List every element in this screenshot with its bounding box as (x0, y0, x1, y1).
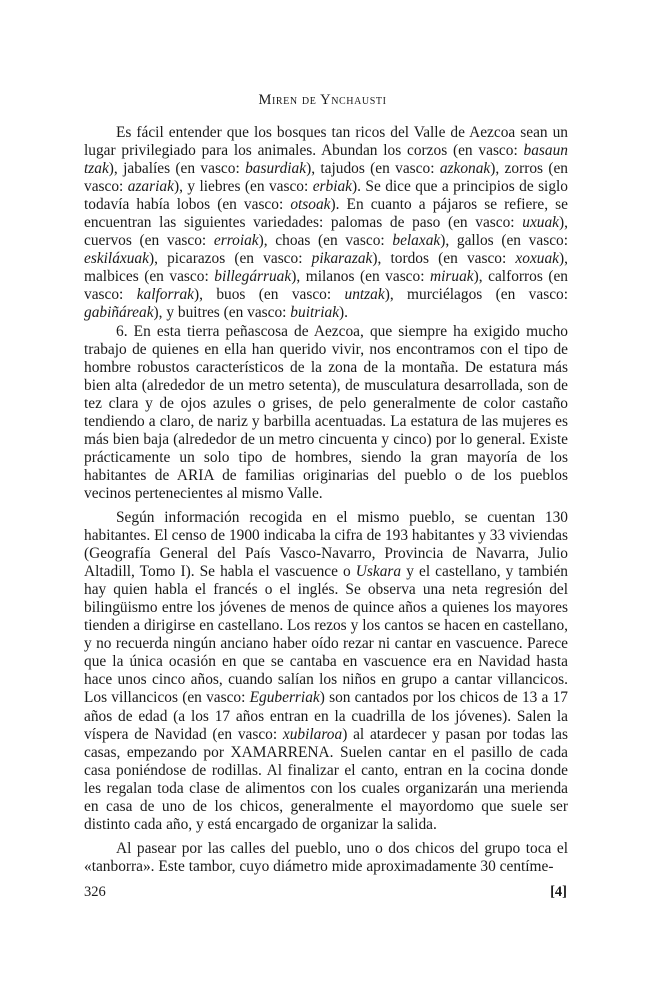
basque-term: basurdiak (245, 160, 307, 178)
basque-term: xubilaroa (282, 725, 343, 743)
text-run: ), y liebres (en vasco: (173, 178, 313, 196)
text-run: ), picarazos (en vasco: (148, 250, 312, 268)
basque-term: azariak (127, 178, 174, 196)
basque-term: buitriak (290, 304, 340, 322)
page-number: 326 (84, 884, 106, 900)
basque-term: basaun tzak (84, 142, 568, 178)
text-run: ), cuervos (en vasco: (84, 214, 568, 250)
basque-term: xoxuak (515, 250, 560, 268)
text-run: ), zorros (en vasco: (84, 160, 568, 196)
signature-mark: [4] (550, 884, 567, 900)
basque-term: azkonak (439, 160, 491, 178)
basque-term: erbiak (312, 178, 353, 196)
text-run: ), malbices (en vasco: (84, 250, 568, 286)
basque-term: pikarazak (311, 250, 373, 268)
text-run: Es fácil entender que los bosques tan ricos del Valle de Aezcoa sean un lugar privilegiado para los animales. Abundan los corzos (en vasco: (84, 124, 568, 160)
paragraph (84, 124, 568, 323)
basque-term: gabiñáreak (84, 304, 154, 322)
paragraph (84, 323, 568, 503)
text-run: ), milanos (en vasco: (291, 268, 431, 286)
text-run: Al pasear por las calles del pueblo, uno o dos chicos del grupo toca el «tanborra». Este tambor, cuyo diámetro mide aproximadamente 30 centíme- (84, 839, 568, 875)
basque-term: Eguberriak (249, 689, 320, 707)
text-run: ), tordos (en vasco: (372, 250, 516, 268)
basque-term: Uskara (355, 563, 402, 581)
text-run: Según información recogida en el mismo pueblo, se cuentan 130 habitantes. El censo de 1900 indicaba la cifra de 193 habitantes y 33 viviendas (Geografía General del País Vasco-Navarro, Provincia de Navarra, Julio Altadill, Tomo I). Se habla el vascuence o (84, 508, 568, 581)
basque-term: erroiak (213, 232, 259, 250)
running-title: Miren de Ynchausti (258, 92, 387, 108)
paragraph (84, 509, 568, 834)
basque-term: otsoak (290, 196, 331, 214)
text-run: ), jabalíes (en vasco: (108, 160, 246, 178)
text-run: y el castellano, y también hay quien habla el francés o el inglés. Se observa una neta regresión del bilingüismo entre los jóvenes de menos de quince años a quienes los mayores tienden a dirigirse en castellano. Los rezos y los cantos se hacen en castellano, y no recuerda ningún anciano haber oído rezar ni cantar en vascuence. Parece que la única ocasión en que se cantaba en vascuence era en Navidad hasta hace unos cinco años, cuando salían los niños en grupo a cantar villancicos. Los villancicos (en vasco: (84, 563, 568, 707)
basque-term: billegárruak (214, 268, 292, 286)
text-run: ), gallos (en vasco: (440, 232, 568, 250)
paragraph (84, 840, 568, 876)
text-run: ), tajudos (en vasco: (306, 160, 440, 178)
text-run: ). Se dice que a principios de siglo todavía había lobos (en vasco: (84, 178, 569, 214)
text-run: ), y buitres (en vasco: (153, 304, 291, 322)
basque-term: eskiláxuak (84, 250, 149, 268)
basque-term: uxuak (522, 214, 560, 232)
basque-term: miruak (430, 268, 474, 286)
basque-term: belaxak (392, 232, 441, 250)
text-run: ). (339, 304, 349, 322)
basque-term: untzak (344, 286, 385, 304)
text-run: ) son cantados por los chicos de 13 a 17 años de edad (a los 17 años entran en la cuadrilla de los jóvenes). Salen la víspera de Navidad (en vasco: (84, 689, 569, 743)
text-run: ) al atardecer y pasan por todas las casas, empezando por XAMARRENA. Suelen cantar en el pasillo de cada casa poniéndose de rodillas. Al finalizar el canto, entran en la cocina donde les regalan toda clase de alimentos con los cuales organizarán una merienda en casa de uno de los chicos, generalmente el mayordomo que suele ser distinto cada año, y está encargado de organizar la salida. (84, 725, 568, 833)
text-run: 6. En esta tierra peñascosa de Aezcoa, que siempre ha exigido mucho trabajo de quienes en ella han querido vivir, nos encontramos con el tipo de hombre robustos característicos de la zona de la montaña. De estatura más bien alta (alrededor de un metro setenta), de musculatura desarrollada, son de tez clara y de ojos azules o grises, de pelo generalmente de color castaño tendiendo a claro, de nariz y barbilla acentuadas. La estatura de las mujeres es más bien baja (alrededor de un metro cincuenta y cinco) por lo general. Existe prácticamente un solo tipo de hombres, siendo la gran mayoría de los habitantes de ARIA de familias originarias del pueblo o de los pueblos vecinos pertenecientes al mismo Valle. (84, 322, 568, 502)
text-run: ), buos (en vasco: (193, 286, 345, 304)
text-run: ), choas (en vasco: (258, 232, 393, 250)
text-run: ). En cuanto a pájaros se refiere, se encuentran las siguientes variedades: palomas de paso (en vasco: (84, 196, 568, 232)
body-text (84, 124, 568, 876)
text-run: ), murciélagos (en vasco: (384, 286, 568, 304)
basque-term: kalforrak (136, 286, 194, 304)
text-run: ), calforros (en vasco: (84, 268, 568, 304)
